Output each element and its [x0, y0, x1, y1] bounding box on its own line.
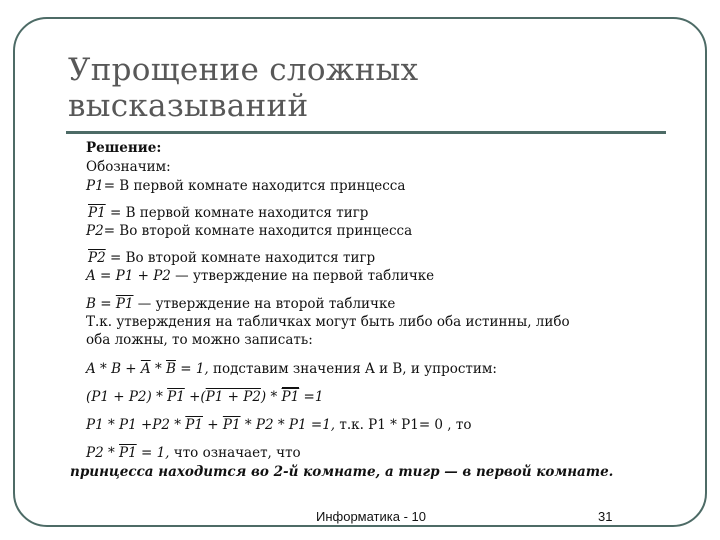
equation-3 — [86, 417, 472, 433]
p2-def-text: = Во второй комнате находится принцесса — [103, 223, 413, 239]
eq1-end: = 1, — [175, 361, 209, 377]
p2-definition — [86, 223, 412, 239]
eq3-b: + — [202, 417, 223, 433]
eq3-bar1: P1 — [185, 417, 203, 433]
title-line-1: Упрощение сложных — [68, 52, 419, 88]
denote-line: Обозначим: — [86, 159, 171, 175]
eq1-a: A * B + — [86, 361, 141, 377]
not-p1-text: = В первой комнате находится тигр — [105, 205, 369, 221]
conclusion: принцесса находится во 2-й комнате, а тигр — в первой комнате. — [70, 464, 614, 480]
eq4-bar: P1 — [119, 445, 137, 461]
a-statement — [86, 268, 434, 284]
footer-subject: Информатика - 10 — [316, 509, 426, 524]
tk-line-1: Т.к. утверждения на табличках могут быть либо оба истинны, либо — [86, 314, 570, 330]
equation-2 — [86, 389, 323, 405]
not-p2-var: P2 — [88, 250, 106, 266]
b-equation: B = — [86, 296, 116, 312]
p2-var: P2 — [86, 223, 104, 239]
eq2-d: =1 — [299, 389, 324, 405]
not-p2-definition — [88, 250, 375, 266]
title-line-2: высказываний — [68, 88, 309, 124]
p1-def-text: = В первой комнате находится принцесса — [103, 178, 406, 194]
eq3-a: P1 * P1 +P2 * — [86, 417, 186, 433]
equation-1 — [86, 361, 497, 377]
p1-var: P1 — [86, 178, 104, 194]
b-statement — [86, 296, 395, 312]
not-p1-var: P1 — [88, 205, 106, 221]
eq2-double-bar: P1 — [281, 389, 300, 405]
a-text: — утверждение на первой табличке — [170, 268, 435, 284]
eq4-b: = 1, — [136, 445, 170, 461]
eq3-text: т.к. P1 * P1= 0 , то — [335, 417, 472, 433]
eq4-a: P2 * — [86, 445, 120, 461]
equation-4 — [86, 445, 301, 461]
solution-label: Решение: — [86, 140, 162, 156]
tk-line-2: оба ложны, то можно записать: — [86, 332, 313, 348]
title-underline — [66, 131, 666, 134]
eq3-bar2: P1 — [222, 417, 241, 433]
b-text: — утверждение на второй табличке — [133, 296, 396, 312]
eq2-c: ) * — [260, 389, 282, 405]
eq2-group-bar: P1 + P2 — [205, 389, 261, 405]
not-p2-text: = Во второй комнате находится тигр — [105, 250, 376, 266]
slide-title — [68, 52, 628, 124]
eq4-text: что означает, что — [169, 445, 301, 461]
eq2-p1bar: P1 — [167, 389, 185, 405]
eq1-text: подставим значения A и B, и упростим: — [208, 361, 497, 377]
eq1-bbar: $\overline{B}$ — [166, 361, 176, 377]
a-equation: A = P1 + P2 — [86, 268, 171, 284]
not-p1-definition — [88, 205, 368, 221]
p1-definition — [86, 178, 405, 194]
eq2-b: +( — [184, 389, 206, 405]
page-number: 31 — [598, 509, 613, 524]
eq3-c: * P2 * P1 =1, — [240, 417, 336, 433]
eq2-a: (P1 + P2) * — [86, 389, 168, 405]
eq1-mid: * — [150, 361, 166, 377]
eq1-abar: $\overline{A}$ — [140, 361, 151, 377]
b-var: P1 — [115, 296, 134, 312]
